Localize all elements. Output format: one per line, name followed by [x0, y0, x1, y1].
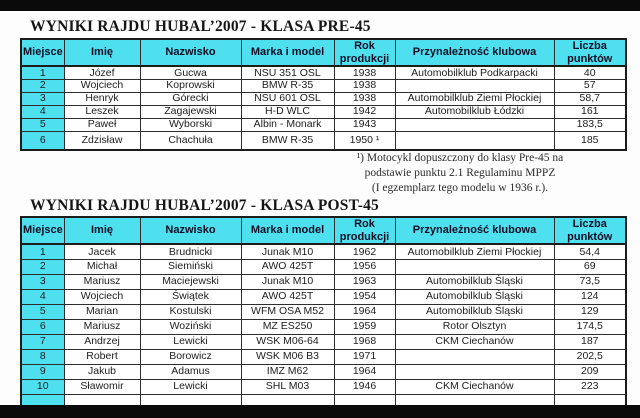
table-cell: 1959 [334, 319, 395, 334]
place-cell: 10 [21, 379, 64, 394]
table-cell [395, 131, 554, 150]
table-cell: Michał [64, 259, 140, 274]
table-cell: 1946 [334, 379, 395, 394]
place-cell: 5 [21, 304, 64, 319]
top-letterbox-bar [0, 0, 640, 11]
table-cell: Junak M10 [241, 244, 334, 259]
table-cell [395, 118, 554, 131]
table-header [21, 39, 626, 66]
column-header: Przynależność klubowa [395, 217, 554, 244]
table-cell: 161 [554, 105, 626, 118]
table-cell: WSK M06 B3 [241, 349, 334, 364]
place-cell: 6 [21, 319, 64, 334]
table-cell: Automobilklub Śląski [395, 304, 554, 319]
table-cell: 58,7 [554, 92, 626, 105]
place-cell: 1 [21, 66, 64, 79]
table-cell: 1938 [334, 92, 395, 105]
column-header: Imię [64, 39, 140, 66]
column-header: Miejsce [21, 217, 64, 244]
table-cell: 40 [554, 66, 626, 79]
table-cell: 223 [554, 379, 626, 394]
column-header: Marka i model [241, 217, 334, 244]
table-row [21, 334, 626, 349]
column-header: Nazwisko [140, 217, 241, 244]
table-cell: 73,5 [554, 274, 626, 289]
table-row [21, 289, 626, 304]
table-cell: Sławomir [64, 379, 140, 394]
table-cell: 1956 [334, 259, 395, 274]
table-cell: Koprowski [140, 79, 241, 92]
table-cell: Automobilklub Śląski [395, 289, 554, 304]
table-cell: 1963 [334, 274, 395, 289]
table-cell: 124 [554, 289, 626, 304]
table-row [21, 92, 626, 105]
table-cell: AWO 425T [241, 289, 334, 304]
footnote-line: (I egzemplarz tego modelu w 1936 r.). [371, 182, 549, 194]
table-cell: 1964 [334, 304, 395, 319]
place-cell: 3 [21, 274, 64, 289]
table-cell: Automobilklub Śląski [395, 274, 554, 289]
place-cell: 3 [21, 92, 64, 105]
table-cell: WSK M06-64 [241, 334, 334, 349]
place-cell: 4 [21, 289, 64, 304]
table-cell: Świątek [140, 289, 241, 304]
table-row [21, 349, 626, 364]
table-cell: Górecki [140, 92, 241, 105]
place-cell: 8 [21, 349, 64, 364]
table-cell: Rotor Olsztyn [395, 319, 554, 334]
table-cell [395, 364, 554, 379]
table-cell: 69 [554, 259, 626, 274]
table-cell: Andrzej [64, 334, 140, 349]
table-cell: 1964 [334, 364, 395, 379]
table-cell: NSU 601 OSL [241, 92, 334, 105]
place-cell: 5 [21, 118, 64, 131]
table-cell: Borowicz [140, 349, 241, 364]
table-cell: 187 [554, 334, 626, 349]
table-cell: Henryk [64, 92, 140, 105]
table-cell: Gucwa [140, 66, 241, 79]
table-cell: H-D WLC [241, 105, 334, 118]
column-header: Liczba punktów [554, 217, 626, 244]
table-cell: Kostulski [140, 304, 241, 319]
table-cell: Józef [64, 66, 140, 79]
table-cell: 1962 [334, 244, 395, 259]
table-cell: Zagajewski [140, 105, 241, 118]
table-title-pre45: WYNIKI RAJDU HUBAL’2007 - KLASA PRE-45 [30, 18, 371, 35]
column-header: Nazwisko [140, 39, 241, 66]
table-row [21, 379, 626, 394]
table-cell: Automobilklub Podkarpacki [395, 66, 554, 79]
place-cell: 7 [21, 334, 64, 349]
table-cell: MZ ES250 [241, 319, 334, 334]
table-cell: 1971 [334, 349, 395, 364]
table-body [21, 66, 626, 150]
table-cell: 1943 [334, 118, 395, 131]
column-header: Miejsce [21, 39, 64, 66]
table-cell: BMW R-35 [241, 79, 334, 92]
place-cell: 2 [21, 79, 64, 92]
table-cell: Junak M10 [241, 274, 334, 289]
footnote [322, 151, 598, 196]
table-cell: Jacek [64, 244, 140, 259]
table-row [21, 66, 626, 79]
table-cell: Albin - Monark [241, 118, 334, 131]
column-header: Liczba punktów [554, 39, 626, 66]
bottom-letterbox-bar [0, 405, 640, 418]
table-row [21, 319, 626, 334]
table-row [21, 259, 626, 274]
footnote-line: ¹) Motocykl dopuszczony do klasy Pre-45 na [356, 152, 564, 164]
table-row [21, 304, 626, 319]
table-cell: Chachuła [140, 131, 241, 150]
table-cell: Mariusz [64, 319, 140, 334]
table-cell: 1938 [334, 79, 395, 92]
table-cell: 183,5 [554, 118, 626, 131]
table-cell: Zdzisław [64, 131, 140, 150]
table-cell: Maciejewski [140, 274, 241, 289]
table-row [21, 131, 626, 150]
table-row [21, 79, 626, 92]
place-cell: 2 [21, 259, 64, 274]
place-cell: 4 [21, 105, 64, 118]
table-cell: Siemiński [140, 259, 241, 274]
column-header: Przynależność klubowa [395, 39, 554, 66]
table-cell: Marian [64, 304, 140, 319]
table-cell: Lewicki [140, 379, 241, 394]
table-cell [395, 79, 554, 92]
table-cell: Automobilklub Ziemi Płockiej [395, 92, 554, 105]
results-table-pre45 [20, 38, 627, 151]
table-cell: 202,5 [554, 349, 626, 364]
table-row [21, 244, 626, 259]
place-cell: 6 [21, 131, 64, 150]
place-cell: 1 [21, 244, 64, 259]
table-cell: IMZ M62 [241, 364, 334, 379]
table-cell: BMW R-35 [241, 131, 334, 150]
table-title-post45: WYNIKI RAJDU HUBAL’2007 - KLASA POST-45 [30, 197, 379, 214]
table-cell: 54,4 [554, 244, 626, 259]
table-cell: 185 [554, 131, 626, 150]
table-cell: 174,5 [554, 319, 626, 334]
table-cell: Automobilklub Ziemi Płockiej [395, 244, 554, 259]
table-cell: Adamus [140, 364, 241, 379]
column-header: Rok produkcji [334, 39, 395, 66]
table-cell: SHL M03 [241, 379, 334, 394]
table-cell: NSU 351 OSL [241, 66, 334, 79]
table-cell: Robert [64, 349, 140, 364]
results-table-post45 [20, 216, 627, 410]
table-cell [395, 259, 554, 274]
table-cell: 1950 ¹ [334, 131, 395, 150]
table-cell: CKM Ciechanów [395, 379, 554, 394]
table-cell: Automobilklub Łódzki [395, 105, 554, 118]
table-cell: CKM Ciechanów [395, 334, 554, 349]
table-body [21, 244, 626, 409]
table-cell: Leszek [64, 105, 140, 118]
table-cell: 129 [554, 304, 626, 319]
table-cell [395, 349, 554, 364]
table-cell: Wojciech [64, 289, 140, 304]
column-header: Rok produkcji [334, 217, 395, 244]
table-header [21, 217, 626, 244]
column-header: Imię [64, 217, 140, 244]
table-cell: Paweł [64, 118, 140, 131]
table-cell: Wojciech [64, 79, 140, 92]
table-cell: Wyborski [140, 118, 241, 131]
footnote-line: podstawie punktu 2.1 Regulaminu MPPZ [364, 167, 556, 179]
table-cell: 1968 [334, 334, 395, 349]
table-cell: Woziński [140, 319, 241, 334]
table-cell: 1942 [334, 105, 395, 118]
column-header: Marka i model [241, 39, 334, 66]
table-cell: 1938 [334, 66, 395, 79]
table-row [21, 105, 626, 118]
header-row [21, 217, 626, 244]
table-cell: AWO 425T [241, 259, 334, 274]
table-row [21, 274, 626, 289]
table-cell: Lewicki [140, 334, 241, 349]
table-cell: WFM OSA M52 [241, 304, 334, 319]
table-cell: Brudnicki [140, 244, 241, 259]
table-cell: 1954 [334, 289, 395, 304]
table-row [21, 118, 626, 131]
table-cell: Jakub [64, 364, 140, 379]
place-cell: 9 [21, 364, 64, 379]
table-cell: Mariusz [64, 274, 140, 289]
table-cell: 57 [554, 79, 626, 92]
header-row [21, 39, 626, 66]
table-row [21, 364, 626, 379]
table-cell: 209 [554, 364, 626, 379]
